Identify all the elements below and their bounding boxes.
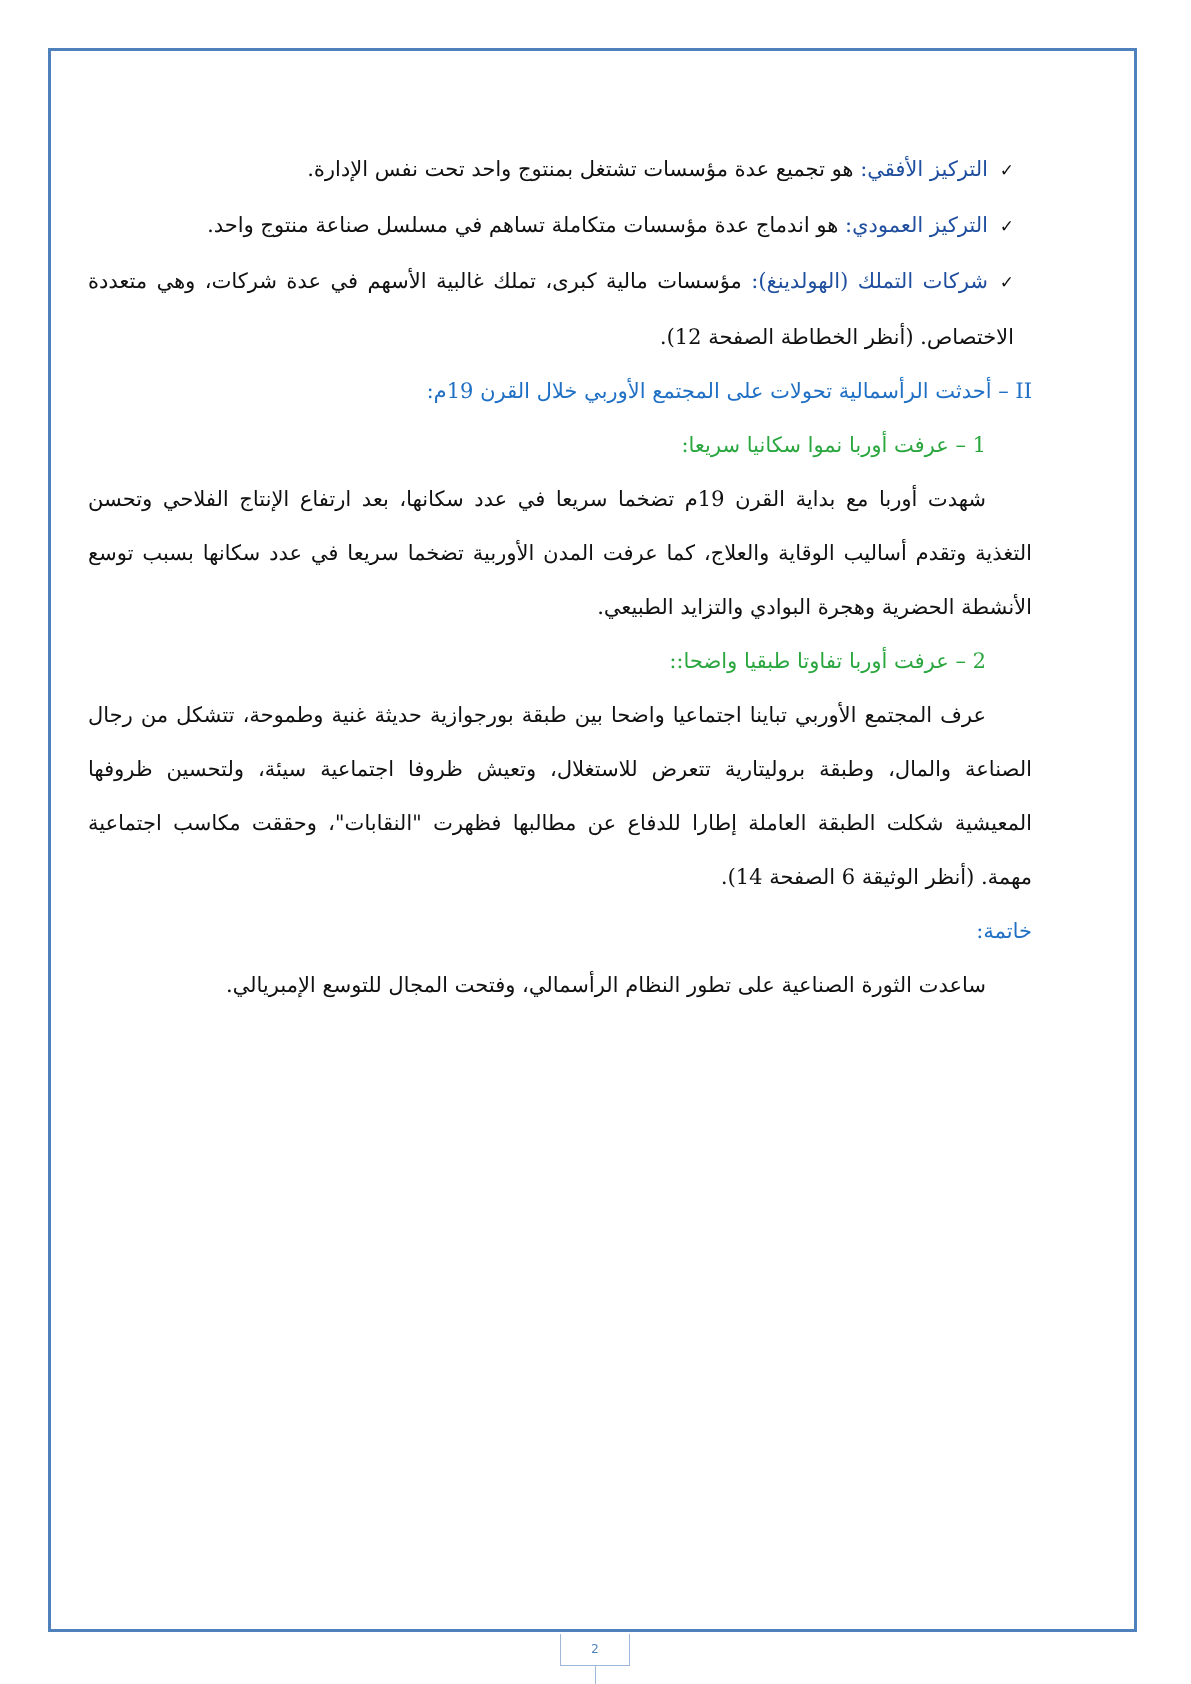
bullet-term: التركيز العمودي:	[845, 213, 988, 237]
bullet-item	[88, 198, 1032, 254]
conclusion-heading: خاتمة:	[976, 919, 1032, 943]
checkmark-icon: ✓	[999, 161, 1014, 181]
bullet-item	[88, 254, 1032, 364]
page-number: 2	[560, 1634, 630, 1666]
bullet-term: شركات التملك (الهولدينغ):	[751, 269, 989, 293]
section-heading: II – أحدثت الرأسمالية تحولات على المجتمع الأوربي خلال القرن 19م:	[426, 379, 1032, 403]
bullet-text: هو تجميع عدة مؤسسات تشتغل بمنتوج واحد تحت نفس الإدارة.	[307, 157, 861, 181]
bullet-text: هو اندماج عدة مؤسسات متكاملة تساهم في مسلسل صناعة منتوج واحد.	[207, 213, 846, 237]
paragraph: عرف المجتمع الأوربي تباينا اجتماعيا واضحا بين طبقة بورجوازية حديثة غنية وطموحة، تتشكل من رجال الصناعة والمال، وطبقة بروليتارية تتعرض للاستغلال، وتعيش ظروفا اجتماعية سيئة، ولتحسين ظروفها المعيشية شكلت الطبقة العاملة إطارا للدفاع عن مطالبها فظهرت "النقابات"، وحققت مكاسب اجتماعية مهمة. (أنظر الوثيقة 6 الصفحة 14).	[88, 703, 1032, 889]
bullet-text: مؤسسات مالية كبرى، تملك غالبية الأسهم في عدة شركات، وهي متعددة الاختصاص. (أنظر الخطاطة الصفحة 12).	[88, 269, 1014, 349]
checkmark-icon: ✓	[999, 217, 1014, 237]
conclusion-text: ساعدت الثورة الصناعية على تطور النظام الرأسمالي، وفتحت المجال للتوسع الإمبريالي.	[225, 973, 986, 997]
paragraph: شهدت أوربا مع بداية القرن 19م تضخما سريعا في عدد سكانها، بعد ارتفاع الإنتاج الفلاحي وتحسن التغذية وتقدم أساليب الوقاية والعلاج، كما عرفت المدن الأوربية تضخما سريعا في عدد سكانها بسبب توسع الأنشطة الحضرية وهجرة البوادي والتزايد الطبيعي.	[88, 487, 1032, 619]
checkmark-icon: ✓	[999, 273, 1015, 293]
bullet-item	[88, 142, 1032, 198]
bullet-term: التركيز الأفقي:	[860, 157, 988, 181]
document-body	[88, 142, 1032, 1012]
subsection-heading: 2 – عرفت أوربا تفاوتا طبقيا واضحا::	[669, 649, 986, 673]
subsection-heading: 1 – عرفت أوربا نموا سكانيا سريعا:	[681, 433, 986, 457]
page-number-divider	[595, 1666, 596, 1684]
